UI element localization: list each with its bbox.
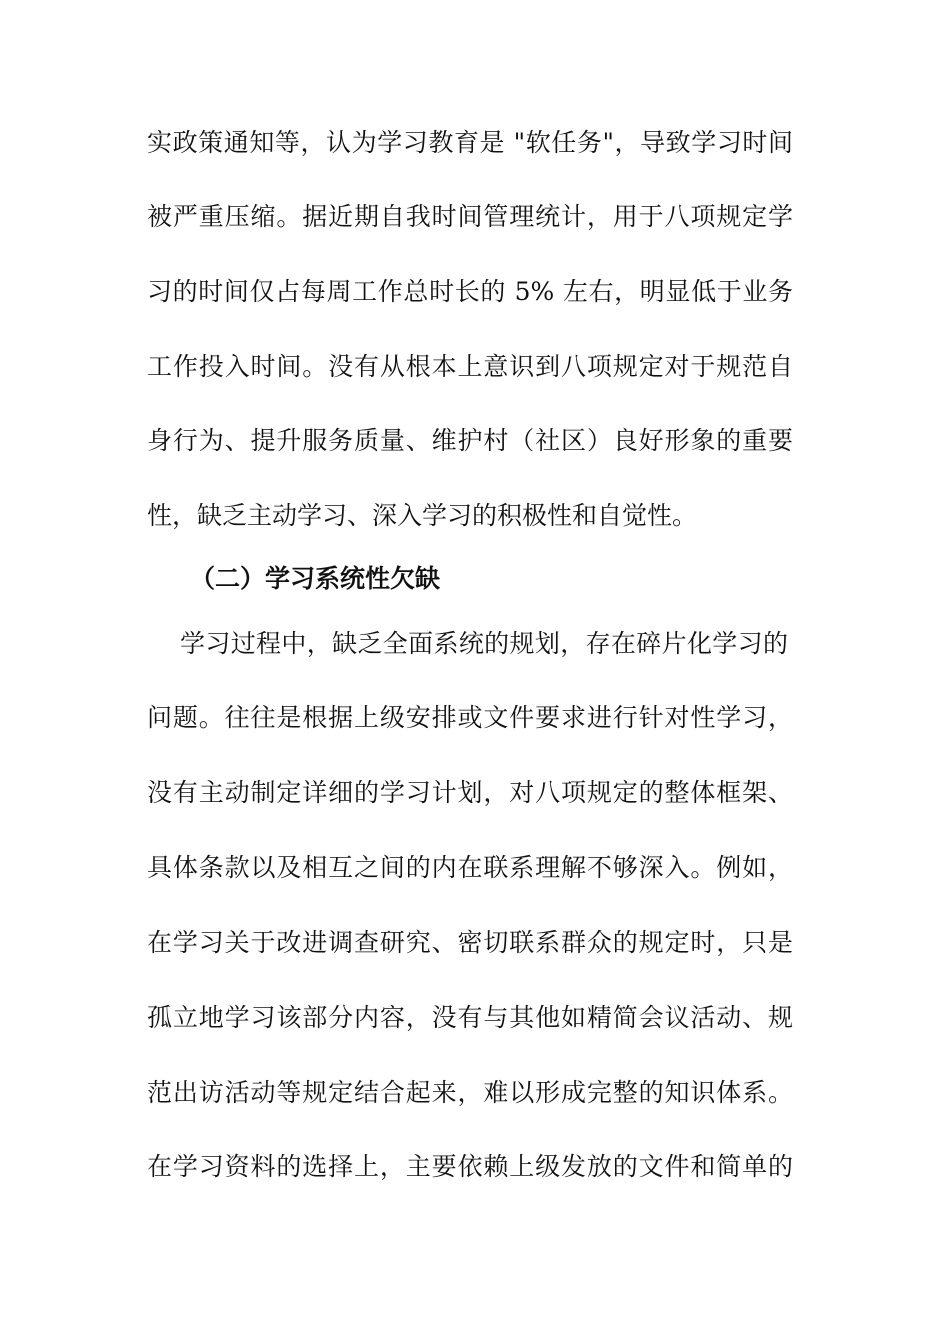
paragraph-line: 习的时间仅占每周工作总时长的 5% 左右，明显低于业务: [147, 277, 793, 306]
paragraph-line: 范出访活动等规定结合起来，难以形成完整的知识体系。: [147, 1078, 793, 1107]
paragraph-line: 被严重压缩。据近期自我时间管理统计，用于八项规定学: [147, 202, 793, 231]
paragraph-line: 学习过程中，缺乏全面系统的规划，存在碎片化学习的: [180, 629, 788, 658]
paragraph-line: 工作投入时间。没有从根本上意识到八项规定对于规范自: [147, 352, 793, 381]
paragraph-line: 性，缺乏主动学习、深入学习的积极性和自觉性。: [147, 501, 698, 530]
paragraph-line: 在学习关于改进调查研究、密切联系群众的规定时，只是: [147, 928, 793, 957]
paragraph-line: 身行为、提升服务质量、维护村（社区）良好形象的重要: [147, 426, 793, 455]
paragraph-line: 没有主动制定详细的学习计划，对八项规定的整体框架、: [147, 778, 793, 807]
section-heading: （二）学习系统性欠缺: [190, 564, 441, 593]
paragraph-line: 在学习资料的选择上，主要依赖上级发放的文件和简单的: [147, 1152, 793, 1181]
paragraph-line: 问题。往往是根据上级安排或文件要求进行针对性学习，: [147, 703, 793, 732]
paragraph-line: 实政策通知等，认为学习教育是 "软任务"，导致学习时间: [147, 128, 793, 157]
paragraph-line: 孤立地学习该部分内容，没有与其他如精简会议活动、规: [147, 1003, 793, 1032]
paragraph-line: 具体条款以及相互之间的内在联系理解不够深入。例如，: [147, 853, 793, 882]
